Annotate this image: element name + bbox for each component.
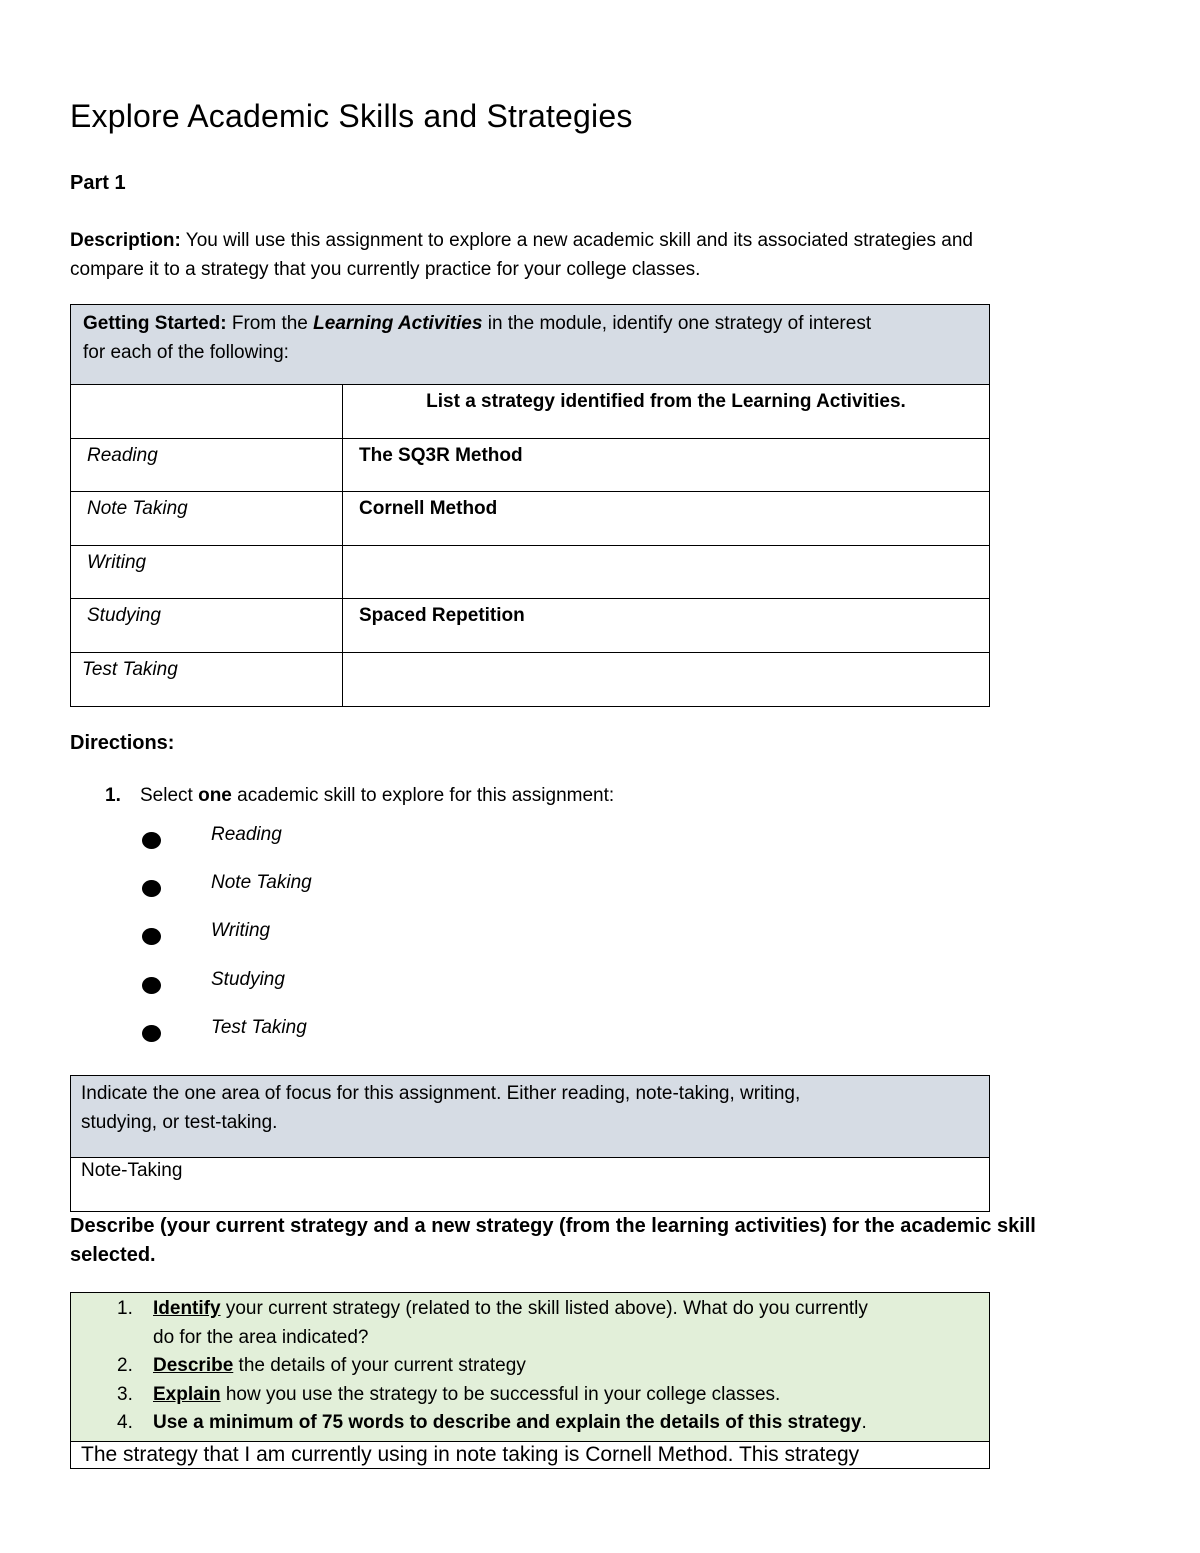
table-row <box>71 546 989 600</box>
strategy-column-header: List a strategy identified from the Learning Activities. <box>426 391 906 412</box>
skill-cell: Test Taking <box>71 653 343 707</box>
description-label: Description: <box>70 230 181 251</box>
item-text: Use a minimum of 75 words to describe and explain the details of this strategy <box>153 1412 862 1433</box>
step-number: 1. <box>105 785 121 806</box>
step-text: Select <box>140 785 199 806</box>
bullet-icon <box>142 977 161 994</box>
focus-answer[interactable]: Note-Taking <box>81 1160 183 1181</box>
list-item <box>71 1381 989 1410</box>
description-text-2: compare it to a strategy that you currently practice for your college classes. <box>70 259 701 280</box>
focus-prompt <box>71 1076 989 1158</box>
page-title: Explore Academic Skills and Strategies <box>70 98 633 134</box>
item-number: 4. <box>117 1412 133 1433</box>
description <box>70 226 1100 284</box>
list-item: 4. Use a minimum of 75 words to describe and explain the details of this strategy. <box>71 1409 989 1438</box>
bullet-icon <box>142 928 161 945</box>
current-strategy-table <box>70 1292 990 1469</box>
focus-prompt-line-2: studying, or test-taking. <box>81 1112 278 1133</box>
table-row <box>71 653 989 707</box>
option-label: Note Taking <box>211 872 312 893</box>
strategy-cell[interactable] <box>343 653 989 707</box>
direction-step-1 <box>105 785 614 807</box>
skill-cell: Studying <box>71 599 343 652</box>
item-number: 1. <box>117 1298 133 1319</box>
directions-heading: Directions: <box>70 732 175 754</box>
part-heading: Part 1 <box>70 172 126 194</box>
item-keyword: Identify <box>153 1298 221 1319</box>
getting-started-text-2: for each of the following: <box>83 342 289 363</box>
step-emphasis: one <box>198 785 232 806</box>
bullet-icon <box>142 832 161 849</box>
describe-heading <box>70 1212 1110 1270</box>
describe-heading-line-1: Describe (your current strategy and a new strategy (from the learning activities) for the academic skill <box>70 1215 1036 1237</box>
skill-cell: Note Taking <box>71 492 343 545</box>
getting-started-table <box>70 304 990 707</box>
list-item <box>71 1352 989 1381</box>
describe-heading-line-2: selected. <box>70 1244 156 1266</box>
focus-prompt-line-1: Indicate the one area of focus for this assignment. Either reading, note-taking, writing, <box>81 1083 801 1104</box>
skill-column-header <box>71 385 343 438</box>
getting-started-header <box>71 305 989 385</box>
table-row <box>71 492 989 546</box>
list-item <box>142 967 442 997</box>
list-item <box>142 870 442 900</box>
list-item <box>142 822 442 852</box>
item-text: the details of your current strategy <box>233 1355 526 1376</box>
description-text-1: You will use this assignment to explore a new academic skill and its associated strategies and <box>180 230 973 251</box>
item-number: 3. <box>117 1383 133 1405</box>
skill-cell: Reading <box>71 439 343 492</box>
current-strategy-instructions <box>71 1293 989 1442</box>
item-keyword: Explain <box>153 1383 221 1405</box>
step-text-after: academic skill to explore for this assignment: <box>231 785 615 806</box>
table-row <box>71 599 989 653</box>
item-text: how you use the strategy to be successful in your college classes. <box>220 1383 781 1405</box>
strategy-cell[interactable] <box>343 546 989 599</box>
option-label: Studying <box>211 969 285 990</box>
item-number: 2. <box>117 1355 133 1376</box>
table-row <box>71 439 989 493</box>
item-keyword: Describe <box>153 1355 234 1376</box>
strategy-cell[interactable]: The SQ3R Method <box>359 444 523 466</box>
focus-table <box>70 1075 990 1212</box>
strategy-cell[interactable]: Cornell Method <box>359 498 498 519</box>
getting-started-text-after: in the module, identify one strategy of interest <box>482 313 872 334</box>
strategy-cell[interactable]: Spaced Repetition <box>359 605 525 626</box>
skill-cell: Writing <box>71 546 343 599</box>
getting-started-label: Getting Started: <box>83 313 227 334</box>
bullet-icon <box>142 880 161 897</box>
current-strategy-answer[interactable]: The strategy that I am currently using in note taking is Cornell Method. This strategy <box>81 1442 860 1466</box>
list-item <box>142 918 442 948</box>
table-header-row <box>71 385 989 439</box>
list-item <box>142 1015 442 1045</box>
learning-activities-emphasis: Learning Activities <box>313 313 483 334</box>
item-text: your current strategy (related to the skill listed above). What do you currently <box>220 1298 868 1319</box>
option-label: Test Taking <box>211 1017 307 1038</box>
list-item <box>71 1295 989 1352</box>
option-label: Reading <box>211 824 282 845</box>
item-text-2: do for the area indicated? <box>153 1326 369 1348</box>
option-label: Writing <box>211 920 271 941</box>
bullet-icon <box>142 1025 161 1042</box>
getting-started-text: From the <box>226 313 314 334</box>
